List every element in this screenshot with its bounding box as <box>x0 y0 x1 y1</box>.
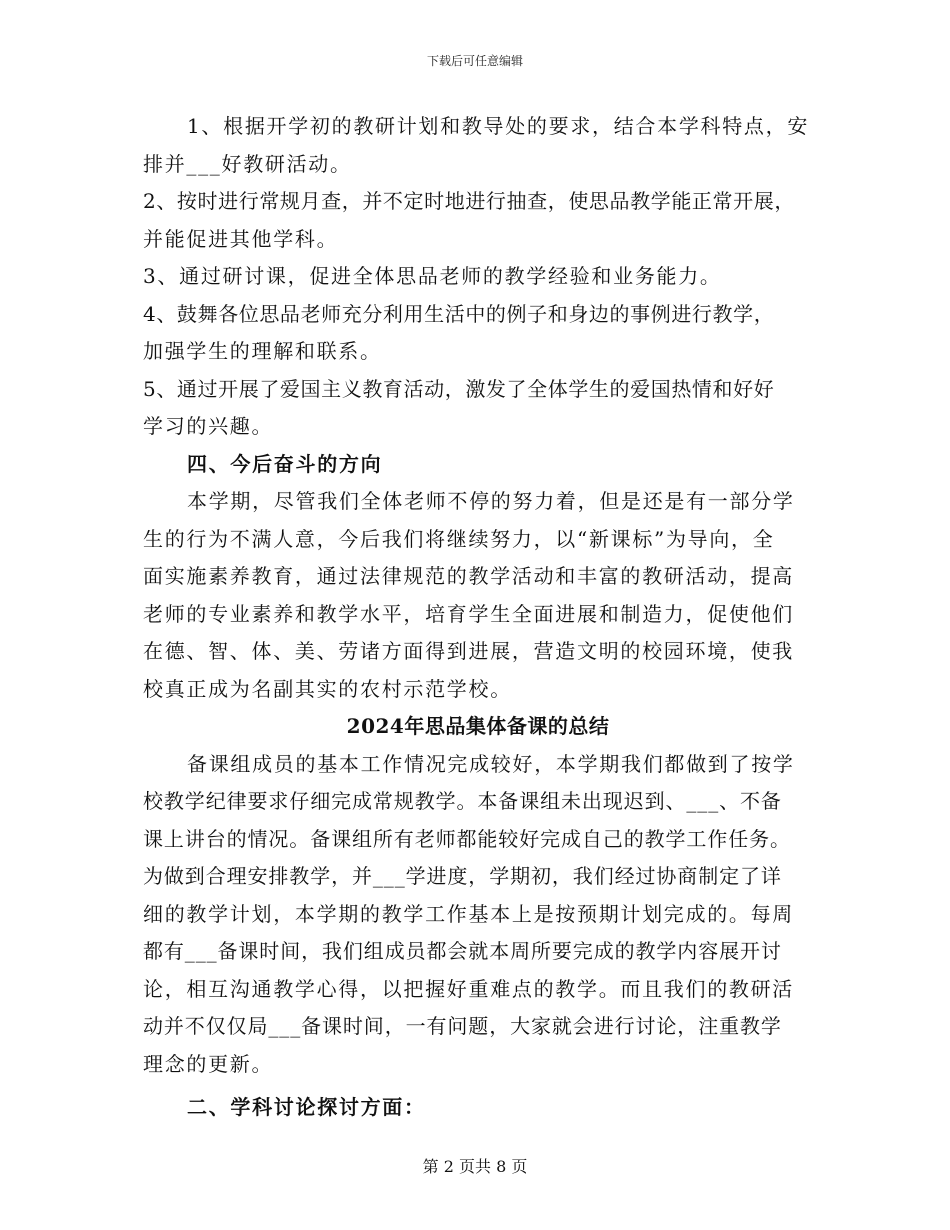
paragraph-line: 在德、智、体、美、劳诸方面得到进展，营造文明的校园环境，使我 <box>143 639 794 663</box>
paragraph-line: 本学期，尽管我们全体老师不停的努力着，但是还是有一部分学 <box>187 489 795 513</box>
paragraph-line: 生的行为不满人意，今后我们将继续努力，以“新课标”为导向，全 <box>143 526 775 551</box>
paragraph-line: 理念的更新。 <box>143 1051 274 1076</box>
paragraph-line: 校真正成为名副其实的农村示范学校。 <box>143 676 512 701</box>
page-header: 下载后可任意编辑 <box>426 54 523 68</box>
section-heading: 四、今后奋斗的方向 <box>187 451 383 476</box>
document-body <box>143 108 813 1127</box>
paragraph-line: 加强学生的理解和联系。 <box>143 339 382 363</box>
section-heading: 二、学科讨论探讨方面： <box>187 1095 426 1119</box>
paragraph-line: 课上讲台的情况。备课组所有老师都能较好完成自己的教学工作任务。 <box>143 826 791 851</box>
paragraph-line: 5、通过开展了爱国主义教育活动，激发了全体学生的爱国热情和好好 <box>143 376 775 401</box>
paragraph-line: 3、通过研讨课，促进全体思品老师的教学经验和业务能力。 <box>143 264 722 288</box>
paragraph-line: 4、鼓舞各位思品老师充分利用生活中的例子和身边的事例进行教学， <box>143 301 775 326</box>
page-footer: 第 2 页共 8 页 <box>422 1157 528 1176</box>
paragraph-line: 论，相互沟通教学心得，以把握好重难点的教学。而且我们的教研活 <box>143 976 794 1001</box>
paragraph-line: 学习的兴趣。 <box>143 414 274 438</box>
paragraph-line: 动并不仅仅局___备课时间，一有问题，大家就会进行讨论，注重教学 <box>143 1014 782 1038</box>
paragraph-line: 为做到合理安排教学，并___学进度，学期初，我们经过协商制定了详 <box>143 864 782 888</box>
paragraph-line: 排并___好教研活动。 <box>143 151 352 176</box>
paragraph-line: 老师的专业素养和教学水平，培育学生全面进展和制造力，促使他们 <box>143 601 794 626</box>
paragraph-line: 细的教学计划，本学期的教学工作基本上是按预期计划完成的。每周 <box>143 901 794 926</box>
document-title: 2024年思品集体备课的总结 <box>346 714 610 738</box>
paragraph-line: 面实施素养教育，通过法律规范的教学活动和丰富的教研活动，提高 <box>143 564 794 588</box>
paragraph-line: 1、根据开学初的教研计划和教导处的要求，结合本学科特点，安 <box>187 114 810 138</box>
paragraph-line: 校教学纪律要求仔细完成常规教学。本备课组未出现迟到、___、不备 <box>143 789 782 813</box>
paragraph-line: 备课组成员的基本工作情况完成较好，本学期我们都做到了按学 <box>187 751 795 776</box>
paragraph-line: 并能促进其他学科。 <box>143 226 339 251</box>
paragraph-line: 都有___备课时间，我们组成员都会就本周所要完成的教学内容展开讨 <box>143 939 782 963</box>
paragraph-line: 2、按时进行常规月查，并不定时地进行抽查，使思品教学能正常开展， <box>143 189 795 213</box>
